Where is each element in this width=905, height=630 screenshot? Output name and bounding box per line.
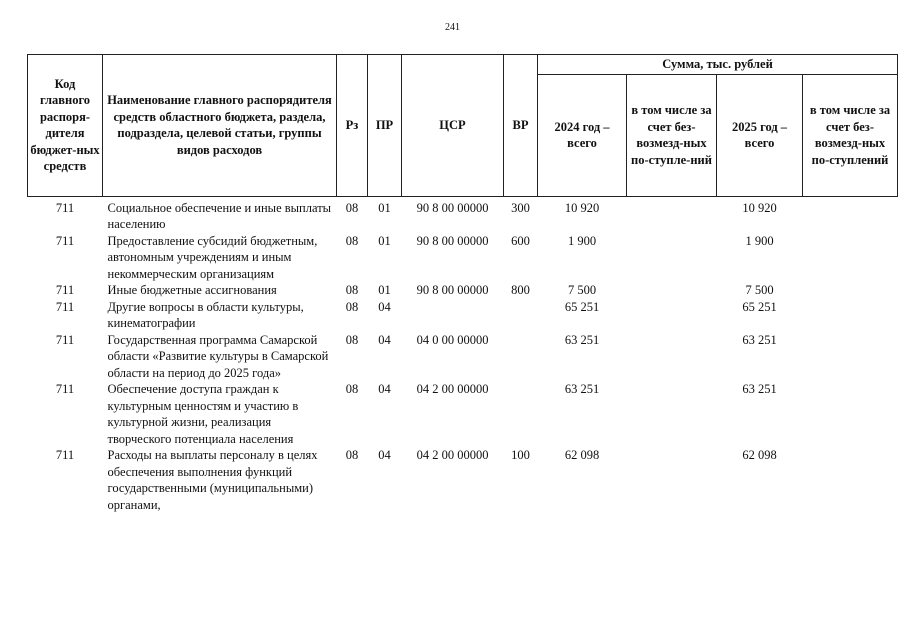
cell-vr: 100: [511, 448, 530, 462]
cell-2025-total: 63 251: [742, 332, 777, 347]
cell-pr: 04: [378, 448, 391, 462]
cell-code: 711: [55, 233, 75, 248]
cell-vr: [504, 381, 538, 447]
cell-csr: [402, 299, 504, 332]
header-2025-total: 2025 год – всего: [717, 74, 803, 196]
cell-2024-free: [627, 381, 717, 447]
cell-rz: 08: [345, 200, 359, 215]
cell-pr: 01: [378, 200, 391, 215]
cell-csr: 90 8 00 00000: [416, 200, 489, 215]
header-2024-total: 2024 год – всего: [538, 74, 627, 196]
cell-vr: [504, 332, 538, 382]
header-pr: ПР: [368, 55, 402, 197]
cell-csr: 90 8 00 00000: [416, 233, 489, 248]
cell-2024-total: 63 251: [564, 332, 600, 347]
cell-2025-free: [803, 196, 898, 233]
cell-rz: 08: [345, 448, 359, 462]
cell-code: 711: [55, 299, 75, 314]
table-row: [28, 447, 898, 513]
cell-csr: 04 0 00 00000: [416, 332, 489, 347]
cell-2025-free: [803, 282, 898, 299]
table-row: [28, 299, 898, 332]
table-row: [28, 381, 898, 447]
cell-name: Социальное обеспечение и иные выплаты населению: [107, 200, 332, 231]
cell-name: Иные бюджетные ассигнования: [107, 283, 277, 297]
cell-name: Другие вопросы в области культуры, кинематографии: [107, 299, 304, 330]
header-2025-free: в том числе за счет без-возмезд-ных по-ступлений: [803, 74, 898, 196]
cell-2024-free: [627, 299, 717, 332]
cell-2025-total: 63 251: [742, 382, 777, 396]
cell-pr: 04: [378, 382, 391, 396]
cell-2025-total: 7 500: [745, 283, 774, 297]
table-header: [28, 55, 898, 197]
cell-2024-total: 1 900: [567, 233, 597, 248]
cell-vr: 300: [511, 200, 530, 215]
cell-2024-free: [627, 332, 717, 382]
header-sum-group: Сумма, тыс. рублей: [538, 55, 898, 75]
cell-vr: 600: [511, 233, 530, 248]
cell-2025-free: [803, 233, 898, 283]
cell-code: 711: [55, 332, 75, 347]
cell-2025-total: 62 098: [742, 448, 777, 462]
cell-code: 711: [55, 283, 75, 297]
header-csr: ЦСР: [402, 55, 504, 197]
header-rz: Рз: [337, 55, 368, 197]
cell-vr: [504, 299, 538, 332]
cell-2025-free: [803, 447, 898, 513]
cell-csr: 04 2 00 00000: [416, 382, 489, 396]
header-vr: ВР: [504, 55, 538, 197]
table-row: [28, 332, 898, 382]
cell-pr: 01: [378, 283, 391, 297]
cell-rz: 08: [345, 382, 359, 396]
header-name: Наименование главного распорядителя средств областного бюджета, раздела, подраздела, целевой статьи, группы видов расходов: [103, 55, 337, 197]
cell-name: Предоставление субсидий бюджетным, автономным учреждениям и иным некоммерческим организациям: [107, 233, 318, 281]
page-number: 241: [445, 22, 460, 33]
cell-2025-total: 1 900: [745, 233, 774, 248]
cell-2024-free: [627, 282, 717, 299]
cell-2024-total: 10 920: [564, 200, 600, 215]
cell-2024-total: 62 098: [564, 448, 600, 462]
cell-2025-total: 10 920: [742, 200, 777, 215]
cell-2024-total: 7 500: [567, 283, 597, 297]
header-code: Код главного распоря-дителя бюджет-ных средств: [28, 55, 103, 197]
cell-rz: 08: [345, 332, 359, 347]
table-body: [28, 196, 898, 513]
table-row: [28, 233, 898, 283]
cell-2024-total: 63 251: [564, 382, 600, 396]
cell-2024-free: [627, 447, 717, 513]
cell-2025-free: [803, 381, 898, 447]
cell-code: 711: [55, 448, 75, 462]
table-row: [28, 196, 898, 233]
cell-csr: 04 2 00 00000: [416, 448, 489, 462]
table-row: [28, 282, 898, 299]
cell-2024-free: [627, 233, 717, 283]
cell-name: Государственная программа Самарской области «Развитие культуры в Самарской области на период до 2025 года»: [107, 332, 329, 380]
cell-pr: 04: [378, 299, 391, 314]
cell-2025-free: [803, 299, 898, 332]
cell-code: 711: [55, 382, 75, 396]
header-2024-free: в том числе за счет без-возмезд-ных по-ступле-ний: [627, 74, 717, 196]
cell-code: 711: [55, 200, 75, 215]
cell-name: Расходы на выплаты персоналу в целях обеспечения выполнения функций государственными (муниципальными) органами,: [107, 448, 318, 512]
cell-2025-total: 65 251: [742, 299, 777, 314]
cell-pr: 01: [378, 233, 391, 248]
cell-vr: 800: [511, 283, 530, 297]
cell-pr: 04: [378, 332, 391, 347]
cell-2025-free: [803, 332, 898, 382]
cell-2024-total: 65 251: [564, 299, 600, 314]
cell-csr: 90 8 00 00000: [416, 283, 489, 297]
cell-rz: 08: [345, 233, 359, 248]
cell-name: Обеспечение доступа граждан к культурным ценностям и участию в культурной жизни, реализация творческого потенциала населения: [107, 382, 299, 446]
cell-rz: 08: [345, 299, 359, 314]
budget-table: [27, 54, 898, 513]
cell-2024-free: [627, 196, 717, 233]
cell-rz: 08: [345, 283, 359, 297]
